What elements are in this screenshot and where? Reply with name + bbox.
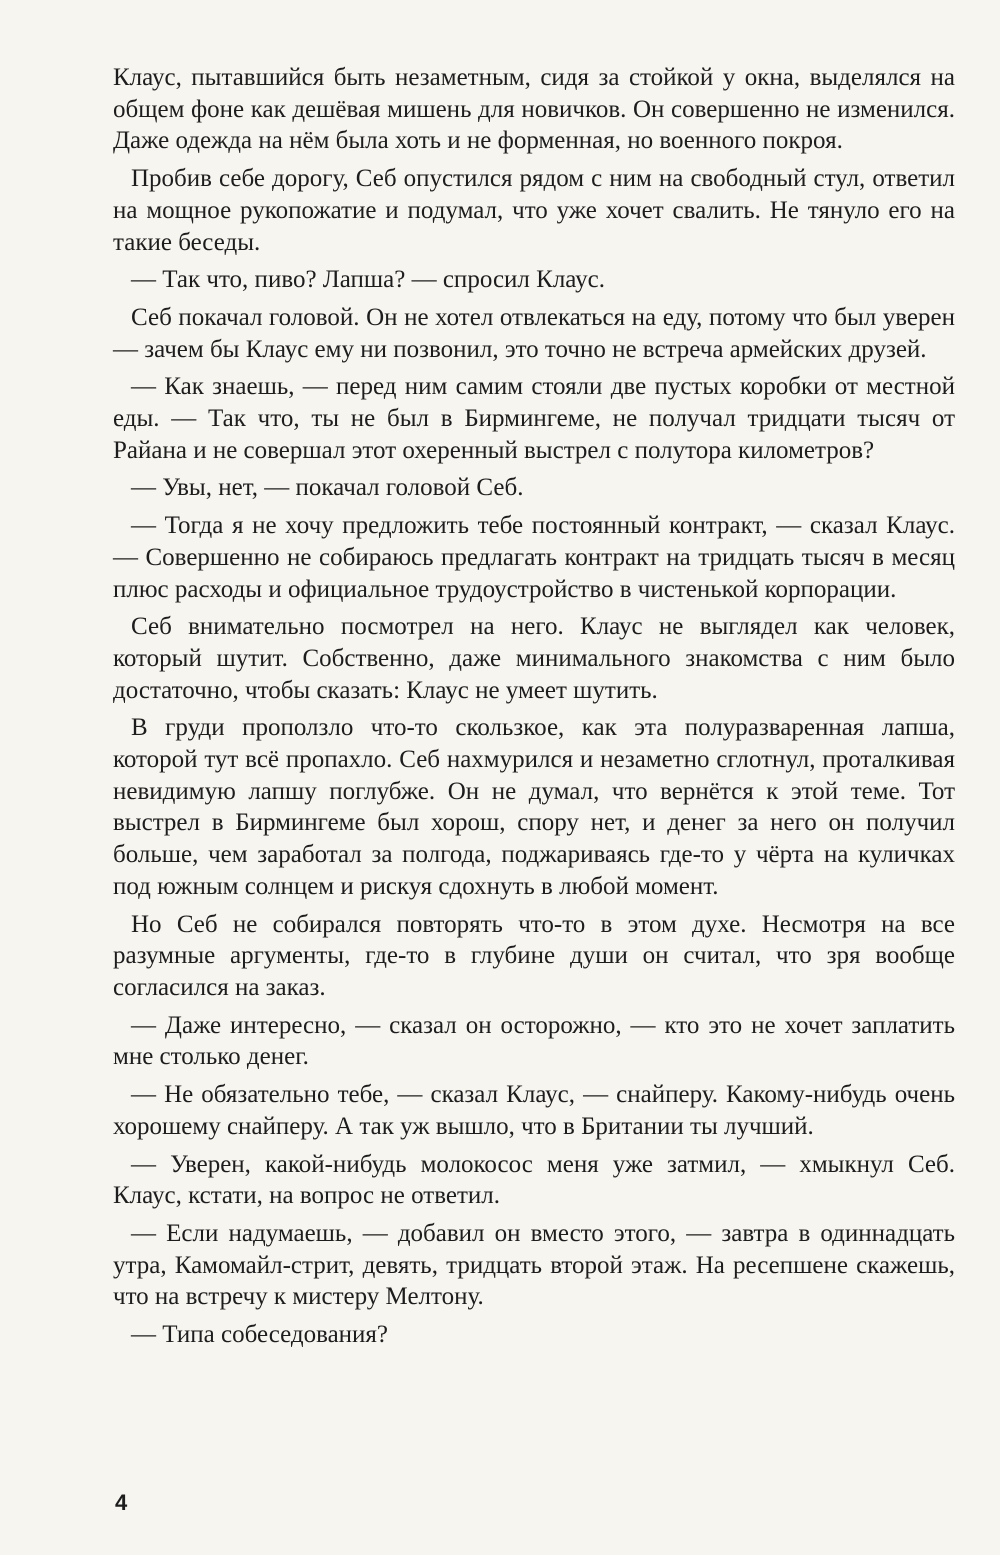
paragraph: Себ покачал головой. Он не хотел отвлекаться на еду, потому что был уверен — зачем бы Клаус ему ни позвонил, это точно не встреча армейских друзей. — [113, 303, 955, 363]
body-text — [113, 62, 955, 1351]
paragraph: В груди проползло что-то скользкое, как эта полуразваренная лапша, которой тут всё пропахло. Себ нахмурился и незаметно сглотнул, проталкивая невидимую лапшу поглубже. Он не думал, что вернётся к этой теме. Тот выстрел в Бирмингеме был хорош, спору нет, и денег за него он получил больше, чем заработал за полгода, поджариваясь где-то у чёрта на куличках под южным солнцем и рискуя сдохнуть в любой момент. — [113, 714, 955, 900]
paragraph: Клаус, пытавшийся быть незаметным, сидя за стойкой у окна, выделялся на общем фоне как дешёвая мишень для новичков. Он совершенно не изменился. Даже одежда на нём была хоть и не форменная, но военного покроя. — [113, 64, 955, 155]
paragraph: Но Себ не собирался повторять что-то в этом духе. Несмотря на все разумные аргументы, где-то в глубине души он считал, что зря вообще согласился на заказ. — [113, 910, 955, 1001]
paragraph: Себ внимательно посмотрел на него. Клаус не выглядел как человек, который шутит. Собственно, даже минимального знакомства с ним было достаточно, чтобы сказать: Клаус не умеет шутить. — [113, 613, 955, 704]
paragraph: — Типа собеседования? — [131, 1321, 389, 1349]
paragraph: — Увы, нет, — покачал головой Себ. — [131, 474, 524, 502]
paragraph: — Так что, пиво? Лапша? — спросил Клаус. — [131, 266, 605, 294]
paragraph: — Если надумаешь, — добавил он вместо этого, — завтра в одиннадцать утра, Камомайл-стрит, девять, тридцать второй этаж. На ресепшене скажешь, что на встречу к мистеру Мелтону. — [113, 1219, 955, 1311]
paragraph: Пробив себе дорогу, Себ опустился рядом с ним на свободный стул, ответил на мощное рукопожатие и подумал, что уже хочет свалить. Не тянуло его на такие беседы. — [113, 165, 955, 256]
paragraph: — Даже интересно, — сказал он осторожно, — кто это не хочет заплатить мне столько денег. — [113, 1011, 955, 1071]
paragraph: — Как знаешь, — перед ним самим стояли две пустых коробки от местной еды. — Так что, ты не был в Бирмингеме, не получал тридцати тысяч от Райана и не совершал этот охеренный выстрел с полутора километров? — [113, 373, 955, 464]
paragraph: — Уверен, какой-нибудь молокосос меня уже затмил, — хмыкнул Себ. Клаус, кстати, на вопрос не ответил. — [113, 1150, 955, 1210]
paragraph: — Не обязательно тебе, — сказал Клаус, — снайперу. Какому-нибудь очень хорошему снайперу. А так уж вышло, что в Британии ты лучший. — [113, 1081, 955, 1140]
paragraph: — Тогда я не хочу предложить тебе постоянный контракт, — сказал Клаус. — Совершенно не собираюсь предлагать контракт на тридцать тысяч в месяц плюс расходы и официальное трудоустройство в чистенькой корпорации. — [113, 512, 955, 603]
page-number: 4 — [115, 1490, 128, 1515]
